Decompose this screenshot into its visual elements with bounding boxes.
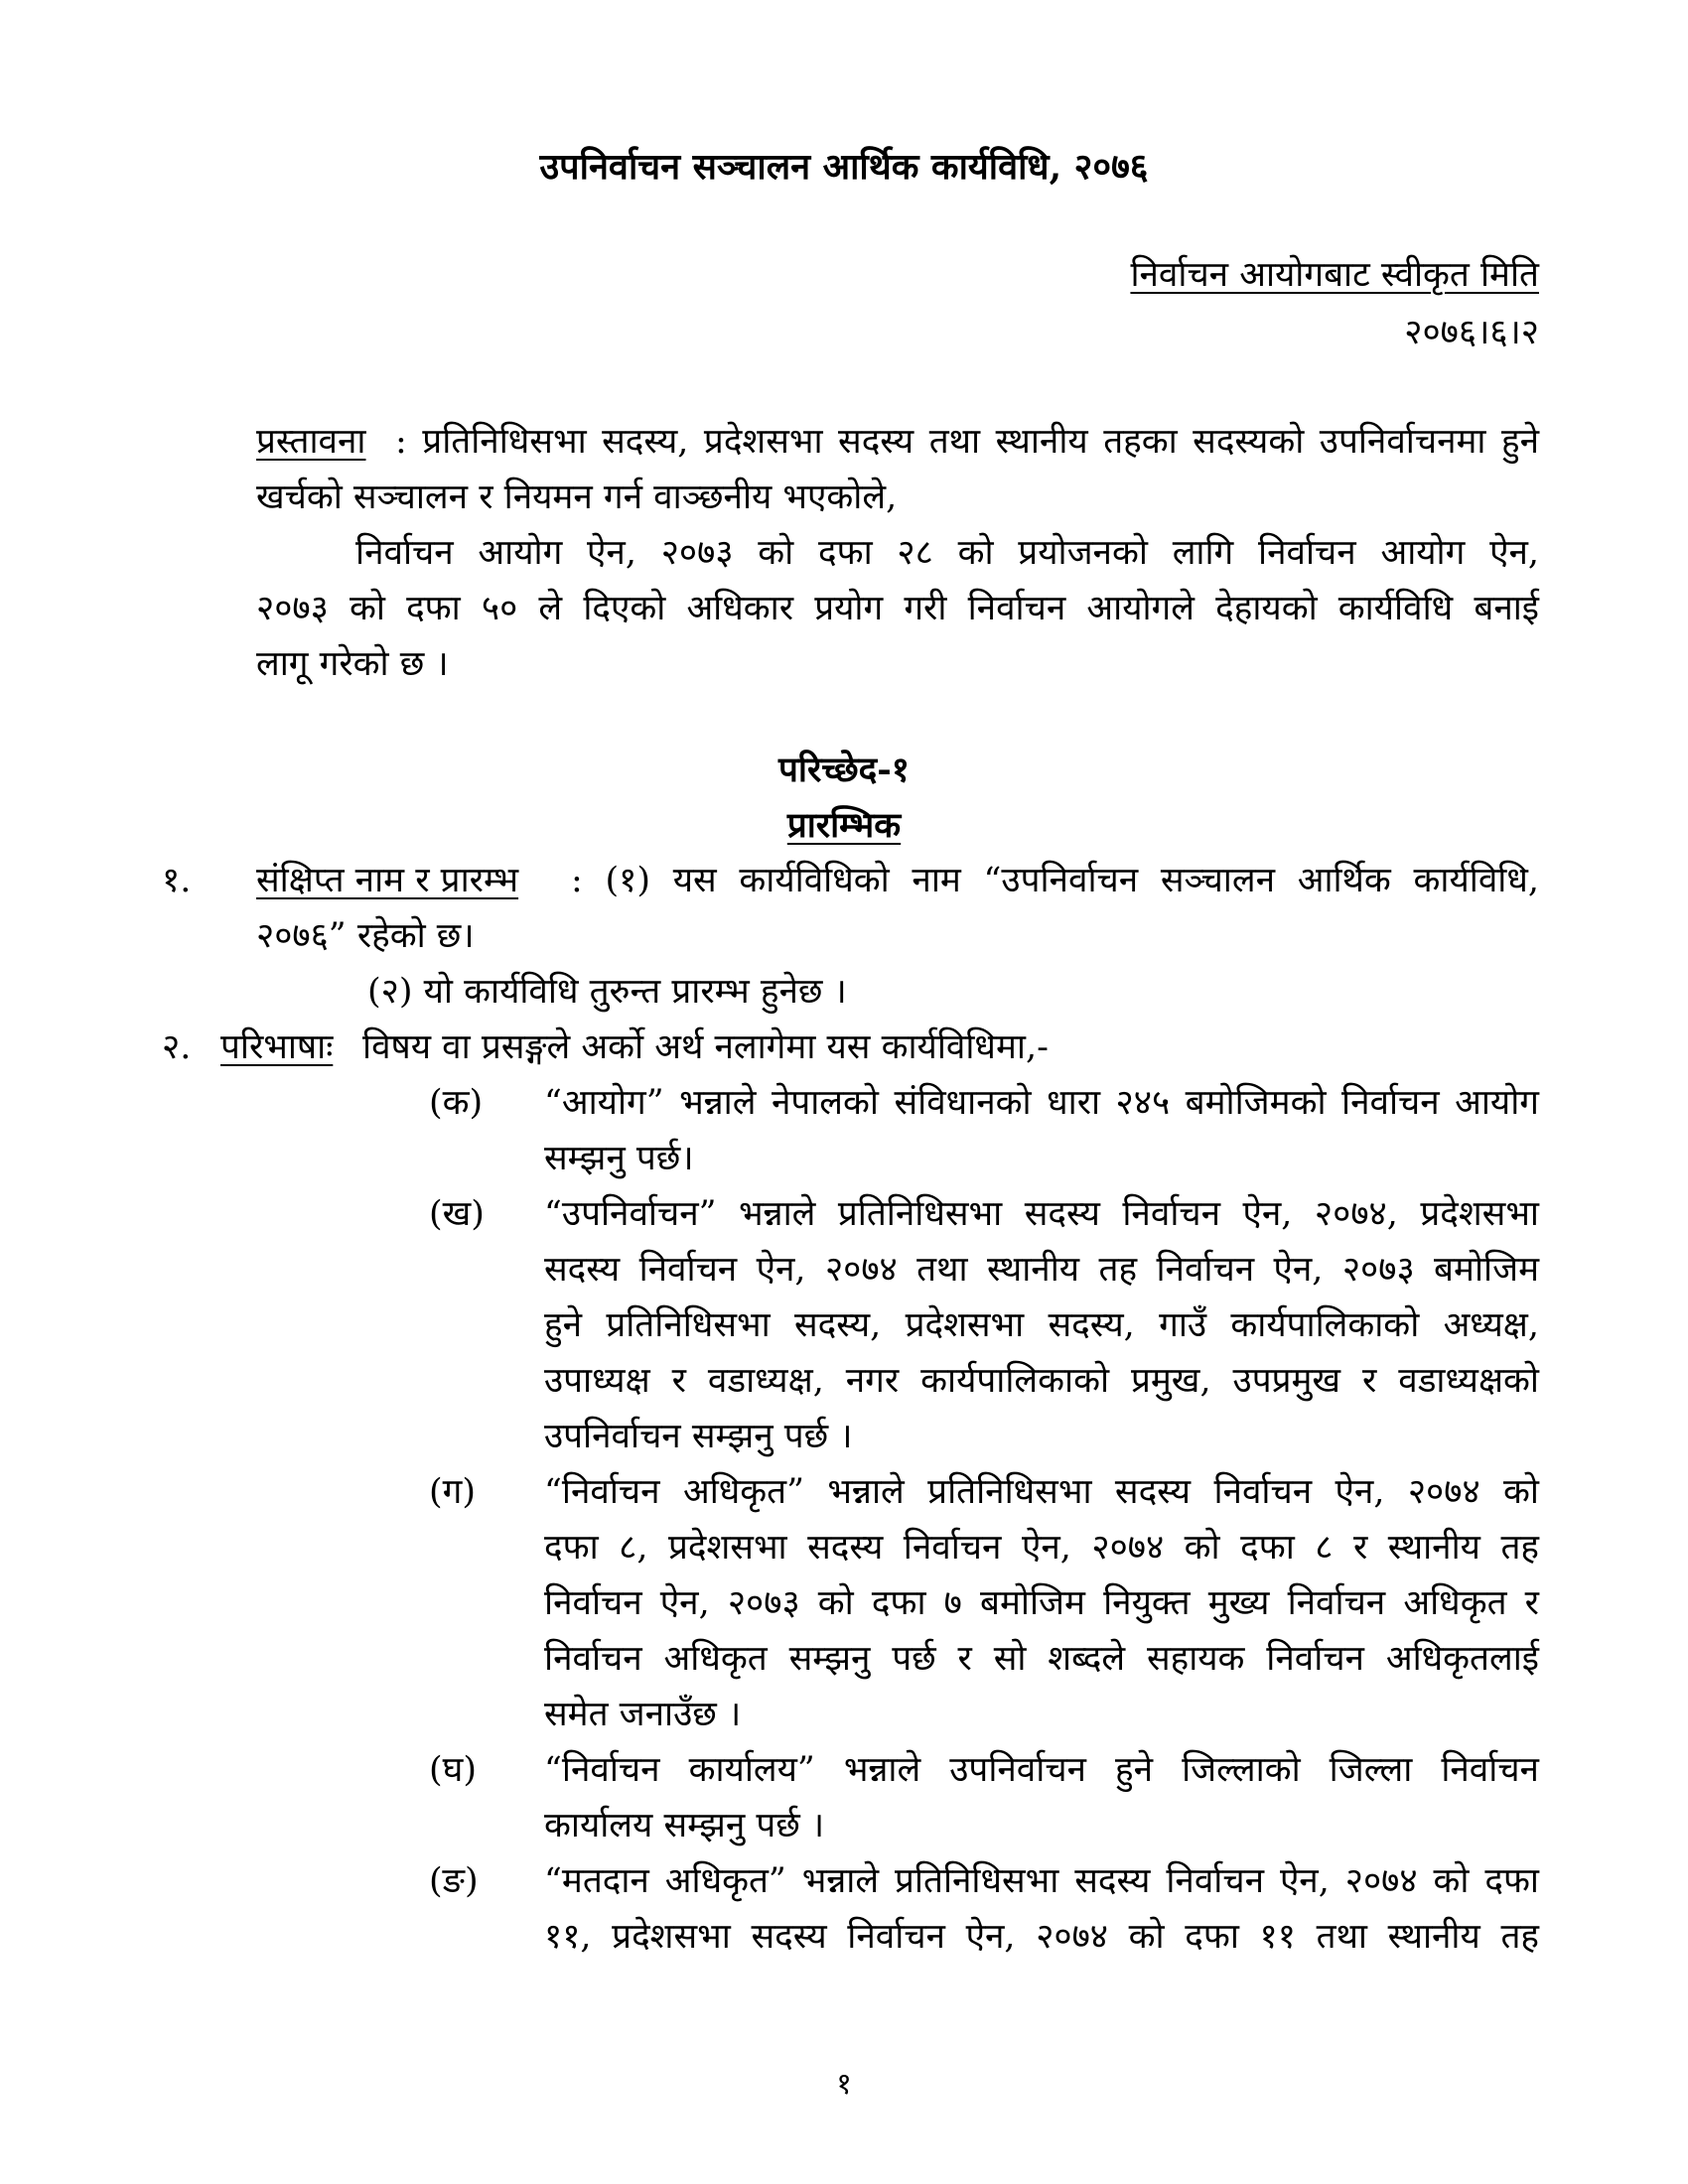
clause-gha-line: “निर्वाचन कार्यालय” भन्नाले उपनिर्वाचन हुने जिल्लाको जिल्ला निर्वाचन: [544, 1750, 1539, 1790]
clause-kha-line: उपाध्यक्ष र वडाध्यक्ष, नगर कार्यपालिकाको प्रमुख, उपप्रमुख र वडाध्यक्षको: [544, 1361, 1539, 1401]
clause-ga-line: निर्वाचन अधिकृत सम्झनु पर्छ र सो शब्दले सहायक निर्वाचन अधिकृतलाई: [544, 1639, 1539, 1679]
clause-ka-label: (क): [429, 1083, 484, 1123]
clause-kha-label: (ख): [429, 1194, 485, 1234]
clause-ka-line: “आयोग” भन्नाले नेपालको संविधानको धारा २४५ बमोजिमको निर्वाचन आयोग: [544, 1083, 1539, 1123]
clause-gha-line: कार्यालय सम्झनु पर्छ ।: [544, 1806, 825, 1845]
clause-ga-line: निर्वाचन ऐन, २०७३ को दफा ७ बमोजिम नियुक्त मुख्य निर्वाचन अधिकृत र: [544, 1583, 1539, 1623]
section-1-number: १.: [162, 861, 192, 900]
clause-kha-line: “उपनिर्वाचन” भन्नाले प्रतिनिधिसभा सदस्य निर्वाचन ऐन, २०७४, प्रदेशसभा: [544, 1194, 1539, 1234]
document-title: उपनिर्वाचन सञ्चालन आर्थिक कार्यविधि, २०७६: [539, 146, 1149, 188]
clause-ga-line: दफा ८, प्रदेशसभा सदस्य निर्वाचन ऐन, २०७४ को दफा ८ र स्थानीय तह: [544, 1528, 1539, 1568]
preamble-line-2: खर्चको सञ्चालन र नियमन गर्न वाञ्छनीय भएकोले,: [256, 478, 898, 517]
section-1-subsection-2: (२) यो कार्यविधि तुरुन्त प्रारम्भ हुनेछ ।: [367, 972, 847, 1012]
clause-ga-line: “निर्वाचन अधिकृत” भन्नाले प्रतिनिधिसभा सदस्य निर्वाचन ऐन, २०७४ को: [544, 1472, 1539, 1512]
clause-kha-line: उपनिर्वाचन सम्झनु पर्छ ।: [544, 1417, 853, 1456]
chapter-number: परिच्छेद-१: [778, 750, 910, 790]
clause-kha-line: सदस्य निर्वाचन ऐन, २०७४ तथा स्थानीय तह निर्वाचन ऐन, २०७३ बमोजिम: [544, 1250, 1539, 1290]
preamble-line-1: : प्रतिनिधिसभा सदस्य, प्रदेशसभा सदस्य तथा स्थानीय तहका सदस्यको उपनिर्वाचनमा हुने: [395, 422, 1539, 462]
preamble-label: प्रस्तावना: [256, 422, 366, 462]
approval-label: निर्वाचन आयोगबाट स्वीकृत मिति: [1130, 255, 1539, 295]
clause-ga-line: समेत जनाउँछ ।: [544, 1695, 742, 1734]
preamble-line-5: लागू गरेको छ ।: [256, 644, 449, 684]
clause-nga-label: (ङ): [429, 1861, 479, 1901]
page-number: १: [836, 2067, 852, 2102]
section-2-heading: परिभाषाः: [220, 1027, 334, 1067]
approval-date: २०७६।६।२: [1404, 313, 1539, 352]
section-2-number: २.: [162, 1027, 192, 1067]
clause-gha-label: (घ): [429, 1750, 477, 1790]
clause-ka-line: सम्झनु पर्छ।: [544, 1139, 694, 1178]
section-1-line-2: २०७६” रहेको छ।: [256, 916, 475, 956]
section-2-intro: विषय वा प्रसङ्गले अर्को अर्थ नलागेमा यस कार्यविधिमा,-: [362, 1027, 1049, 1067]
clause-ga-label: (ग): [429, 1472, 477, 1512]
preamble-line-3: निर्वाचन आयोग ऐन, २०७३ को दफा २८ को प्रयोजनको लागि निर्वाचन आयोग ऐन,: [355, 533, 1539, 573]
clause-nga-line: ११, प्रदेशसभा सदस्य निर्वाचन ऐन, २०७४ को दफा ११ तथा स्थानीय तह: [544, 1917, 1539, 1957]
chapter-title: प्रारम्भिक: [786, 805, 902, 846]
preamble-line-4: २०७३ को दफा ५० ले दिएको अधिकार प्रयोग गरी निर्वाचन आयोगले देहायको कार्यविधि बनाई: [256, 589, 1539, 628]
clause-nga-line: “मतदान अधिकृत” भन्नाले प्रतिनिधिसभा सदस्य निर्वाचन ऐन, २०७४ को दफा: [544, 1861, 1539, 1901]
section-1-line-1: : (१) यस कार्यविधिको नाम “उपनिर्वाचन सञ्चालन आर्थिक कार्यविधि,: [571, 861, 1539, 900]
section-1-heading: संक्षिप्त नाम र प्रारम्भ: [256, 861, 519, 900]
clause-kha-line: हुने प्रतिनिधिसभा सदस्य, प्रदेशसभा सदस्य, गाउँ कार्यपालिकाको अध्यक्ष,: [544, 1305, 1539, 1345]
